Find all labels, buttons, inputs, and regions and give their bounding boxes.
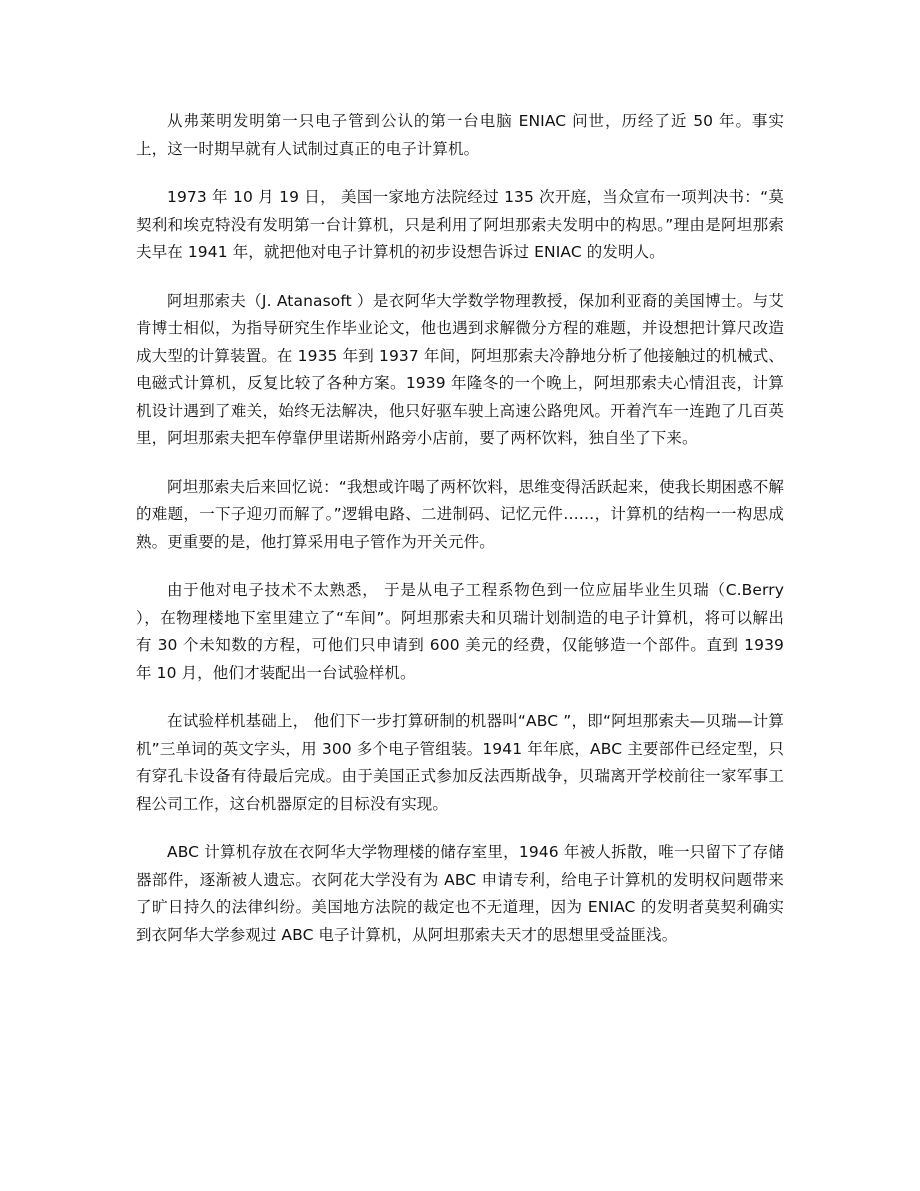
paragraph-3: 阿坦那索夫（J. Atanasoft ）是衣阿华大学数学物理教授，保加利亚裔的美国博士。与艾肯博士相似，为指导研究生作毕业论文，他也遇到求解微分方程的难题，并设想把计算尺改造成大型的计算装置。在 1935 年到 1937 年间，阿坦那索夫冷静地分析了他接触过的机械式、电磁式计算机，反复比较了各种方案。1939 年隆冬的一个晚上，阿坦那索夫心情沮丧，计算机设计遇到了难关，始终无法解决，他只好驱车驶上高速公路兜风。开着汽车一连跑了几百英里，阿坦那索夫把车停靠伊里诺斯州路旁小店前，要了两杯饮料，独自坐了下来。 <box>136 291 784 447</box>
paragraph-2: 1973 年 10 月 19 日， 美国一家地方法院经过 135 次开庭，当众宣布一项判决书：“莫契利和埃克特没有发明第一台计算机，只是利用了阿坦那索夫发明中的构思。”理由是阿坦那索夫早在 1941 年，就把他对电子计算机的初步设想告诉过 ENIAC 的发明人。 <box>136 188 784 261</box>
paragraph-4: 阿坦那索夫后来回忆说：“我想或许喝了两杯饮料，思维变得活跃起来，使我长期困惑不解的难题，一下子迎刃而解了。”逻辑电路、二进制码、记忆元件……，计算机的结构一一构思成熟。更重要的是，他打算采用电子管作为开关元件。 <box>136 477 784 551</box>
paragraph-6: 在试验样机基础上， 他们下一步打算研制的机器叫“ABC ”，即“阿坦那索夫—贝瑞—计算机”三单词的英文字头，用 300 多个电子管组装。1941 年年底，ABC 主要部件已经定型，只有穿孔卡设备有待最后完成。由于美国正式参加反法西斯战争，贝瑞离开学校前往一家军事工程公司工作，这台机器原定的目标没有实现。 <box>136 712 784 813</box>
paragraph-5: 由于他对电子技术不太熟悉， 于是从电子工程系物色到一位应届毕业生贝瑞（C.Berry ），在物理楼地下室里建立了“车间”。阿坦那索夫和贝瑞计划制造的电子计算机，将可以解出有 30 个未知数的方程，可他们只申请到 600 美元的经费，仅能够造一个部件。直到 1939 年 10 月，他们才装配出一台试验样机。 <box>136 581 784 682</box>
document-body <box>136 108 784 970</box>
paragraph-1: 从弗莱明发明第一只电子管到公认的第一台电脑 ENIAC 问世，历经了近 50 年。事实上，这一时期早就有人试制过真正的电子计算机。 <box>136 112 784 158</box>
paragraph-7: ABC 计算机存放在衣阿华大学物理楼的储存室里，1946 年被人拆散，唯一只留下了存储器部件，逐渐被人遗忘。衣阿花大学没有为 ABC 申请专利，给电子计算机的发明权问题带来了旷日持久的法律纠纷。美国地方法院的裁定也不无道理，因为 ENIAC 的发明者莫契利确实到衣阿华大学参观过 ABC 电子计算机，从阿坦那索夫天才的思想里受益匪浅。 <box>136 843 784 944</box>
